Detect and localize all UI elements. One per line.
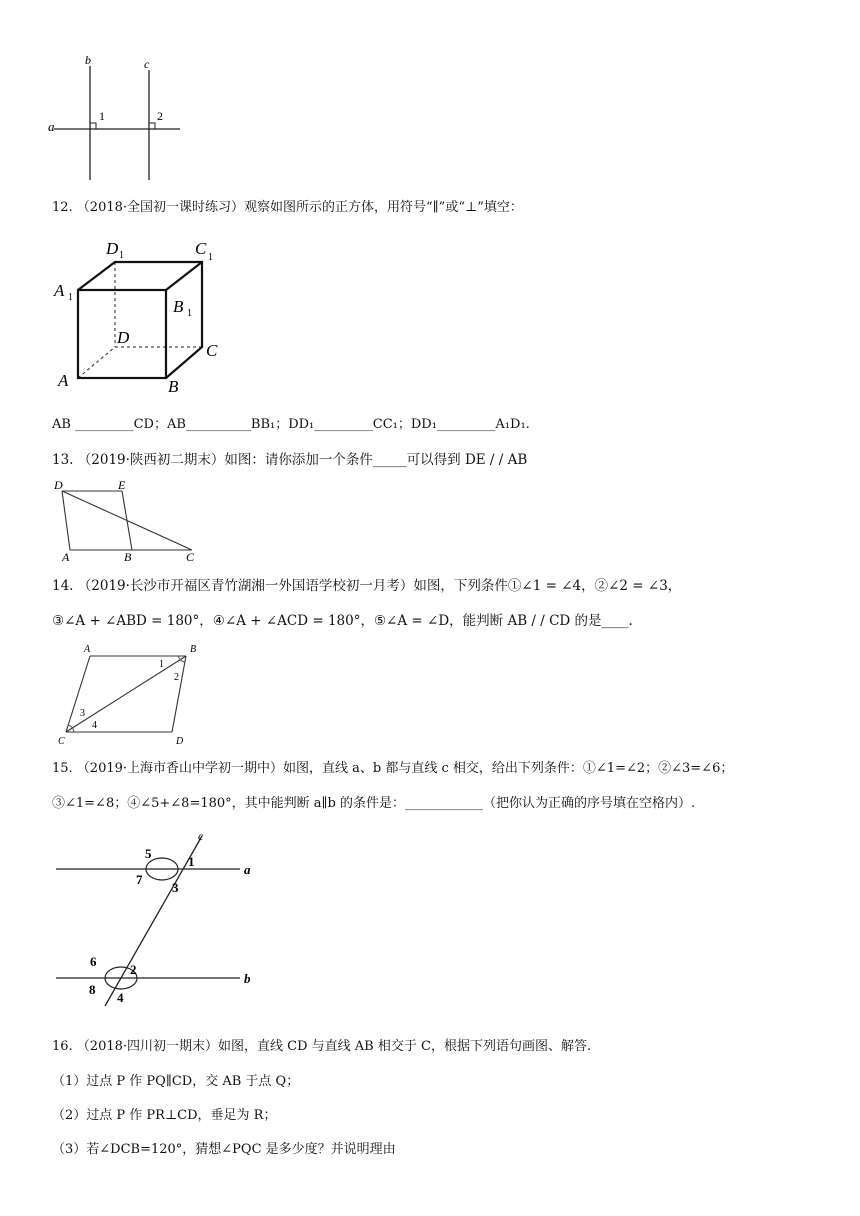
label-c: c [144, 57, 150, 71]
label-angle-8: 8 [89, 982, 96, 997]
q12-blanks: AB _________CD；AB__________BB₁；DD₁_________CC₁；DD₁_________A₁D₁. [52, 417, 530, 432]
label-b: b [244, 971, 251, 986]
label-angle-1: 1 [159, 659, 164, 670]
q12-stem: 12. （2018·全国初一课时练习）观察如图所示的正方体，用符号“∥”或“⊥”填空： [52, 200, 523, 215]
q14-stem-line1: 14. （2019·长沙市开福区青竹湖湘一外国语学校初一月考）如图，下列条件①∠1 = ∠4，②∠2 = ∠3， [52, 578, 682, 594]
label-B: B [168, 377, 179, 396]
label-B1: B [173, 297, 184, 316]
label-angle-6: 6 [90, 954, 97, 969]
q15-stem-line2: ③∠1=∠8；④∠5+∠8=180°，其中能判断 a∥b 的条件是：____________（把你认为正确的序号填在空格内）. [52, 796, 696, 811]
label-angle-4: 4 [117, 990, 124, 1005]
label-angle-1: 1 [99, 109, 105, 123]
label-B: B [124, 550, 132, 563]
parallelogram-figure-q13 [50, 477, 210, 563]
label-C1: C [195, 239, 207, 258]
label-B: B [190, 644, 197, 655]
label-D: D [54, 478, 63, 492]
label-A: A [62, 550, 70, 563]
label-angle-2: 2 [174, 672, 179, 683]
label-angle-4: 4 [92, 720, 97, 731]
label-angle-7: 7 [136, 872, 143, 887]
label-angle-2: 2 [157, 109, 163, 123]
label-A1: A [54, 281, 65, 300]
label-D1-sub: 1 [119, 250, 124, 261]
label-angle-3: 3 [80, 708, 85, 719]
parallelogram-figure-q14 [52, 640, 212, 748]
label-angle-5: 5 [145, 846, 152, 861]
q16-item-1: （1）过点 P 作 PQ∥CD，交 AB 于点 Q； [52, 1074, 300, 1089]
q16-stem: 16. （2018·四川初一期末）如图，直线 CD 与直线 AB 相交于 C，根据下列语句画图、解答. [52, 1039, 592, 1054]
label-D: D [176, 736, 184, 747]
cube-figure [50, 236, 240, 396]
label-c: c [198, 830, 204, 843]
label-a: a [48, 119, 55, 134]
label-angle-1: 1 [188, 854, 195, 869]
transversal-figure-q15 [50, 830, 270, 1010]
label-E: E [118, 478, 126, 492]
q16-item-3: （3）若∠DCB=120°，猜想∠PQC 是多少度？并说明理由 [52, 1142, 396, 1157]
label-A1-sub: 1 [68, 292, 73, 303]
label-b: b [85, 53, 91, 67]
label-B1-sub: 1 [187, 308, 192, 319]
label-C1-sub: 1 [208, 252, 213, 263]
label-C: C [206, 341, 218, 360]
perpendicular-lines-figure [48, 52, 188, 182]
label-D: D [117, 328, 130, 347]
q14-stem-line2: ③∠A + ∠ABD = 180°，④∠A + ∠ACD = 180°，⑤∠A = ∠D，能判断 AB / / CD 的是____. [52, 613, 633, 629]
q13-stem: 13. （2019·陕西初二期末）如图：请你添加一个条件_____可以得到 DE / / AB [52, 452, 528, 468]
label-D1: D [106, 239, 119, 258]
label-angle-3: 3 [172, 880, 179, 895]
label-angle-2: 2 [130, 962, 137, 977]
q15-stem-line1: 15. （2019·上海市香山中学初一期中）如图，直线 a、b 都与直线 c 相交，给出下列条件：①∠1=∠2；②∠3=∠6； [52, 761, 734, 776]
q16-item-2: （2）过点 P 作 PR⊥CD，垂足为 R； [52, 1108, 277, 1123]
label-A: A [84, 644, 91, 655]
label-C: C [58, 736, 65, 747]
label-A: A [58, 371, 69, 390]
label-C: C [186, 550, 195, 563]
label-a: a [244, 862, 251, 877]
